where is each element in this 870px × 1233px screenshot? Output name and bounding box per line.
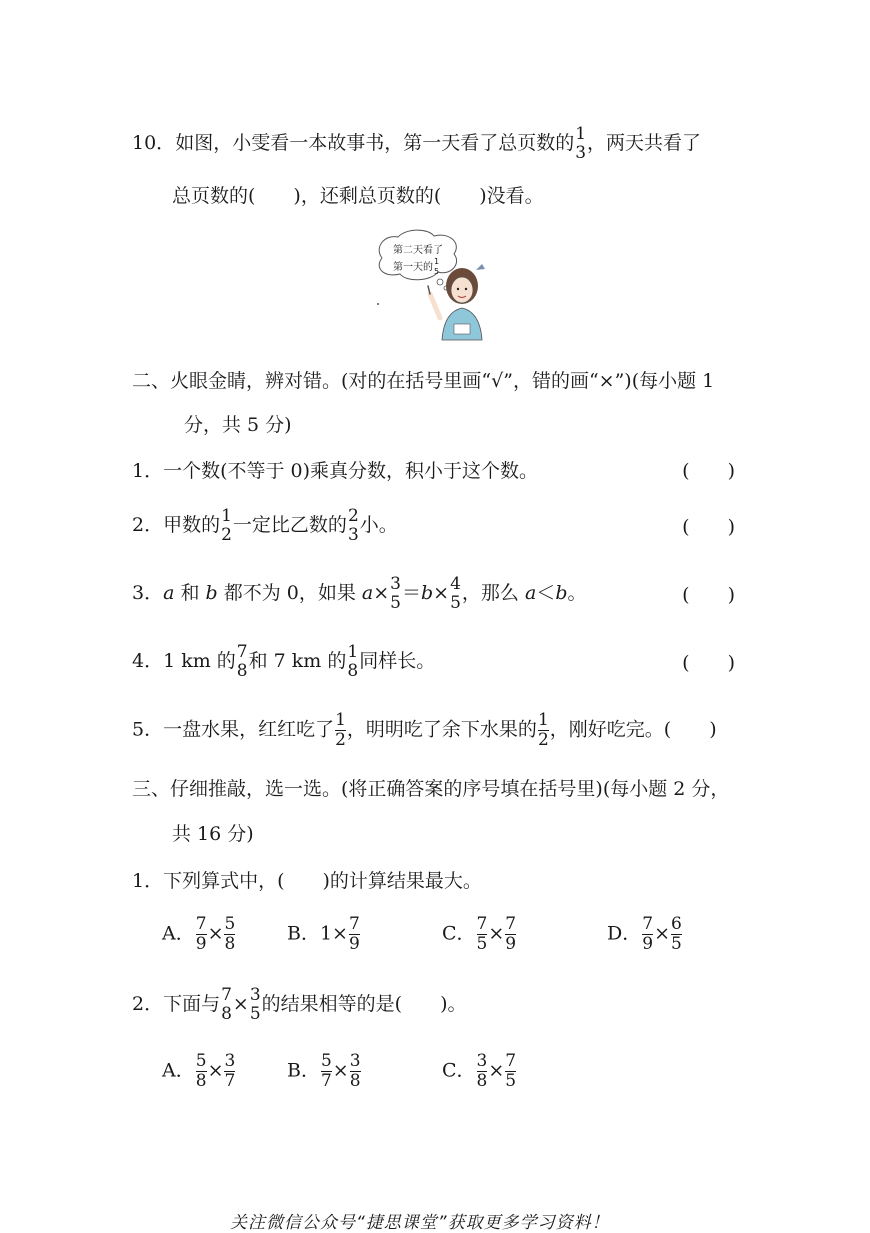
fraction: 7 8	[236, 642, 248, 681]
fraction: 7 8	[221, 985, 232, 1024]
fraction: 3 5	[390, 574, 401, 613]
fraction: 1 2	[221, 506, 232, 545]
fraction: 4 5	[450, 574, 461, 613]
s3-q1-text: 1．下列算式中，( )的计算结果最大。	[132, 870, 482, 892]
footer-note: 关注微信公众号“捷思课堂”获取更多学习资料！	[230, 1213, 610, 1233]
bubble-line1: 第二天看了	[393, 245, 443, 256]
fraction: $\frac{1}{2}$	[537, 710, 549, 750]
section3-title-line2: 共 16 分)	[172, 823, 254, 845]
s3-q1-option-d[interactable]: D． $\frac{7}{9}$ × $\frac{6}{5}$	[607, 914, 682, 954]
q10-fraction: 1 3	[575, 124, 587, 163]
section2-title-line1: 二、火眼金睛，辨对错。(对的在括号里画“√”，错的画“×”)(每小题 1	[132, 370, 715, 392]
q10-line1	[132, 126, 701, 162]
s2-item-2: 2．甲数的 1 2 一定比乙数的 2 3 小。	[132, 506, 398, 545]
q10-text-a: 如图，小雯看一本故事书，第一天看了总页数的	[175, 132, 575, 154]
speech-bubble	[393, 245, 443, 276]
section2-title-line2: 分，共 5 分)	[184, 414, 292, 436]
s2-item-4-paren[interactable]: ( )	[682, 652, 735, 674]
s2-item-1: 1．一个数(不等于 0)乘真分数，积小于这个数。	[132, 460, 539, 482]
s2-item-1-paren[interactable]: ( )	[682, 460, 735, 482]
section3-title-line1: 三、仔细推敲，选一选。(将正确答案的序号填在括号里)(每小题 2 分，	[132, 778, 730, 800]
bubble-line2: 第一天的 1 5	[393, 256, 440, 276]
s2-item-3-paren[interactable]: ( )	[682, 584, 735, 606]
s3-q2-option-b[interactable]: B． $\frac{5}{7}$ × $\frac{3}{8}$	[287, 1051, 361, 1091]
fraction: $\frac{1}{2}$	[335, 710, 346, 750]
s3-q1-option-a[interactable]: A． $\frac{7}{9}$ × $\frac{5}{8}$	[162, 914, 236, 954]
s2-item-2-paren[interactable]: ( )	[682, 516, 735, 538]
q10-line2: 总页数的( )，还剩总页数的( )没看。	[172, 185, 544, 207]
s3-q2-text: 2．下面与 7 8 × 3 5 的结果相等的是( )。	[132, 985, 467, 1024]
bubble-fraction: 1 5	[434, 256, 440, 276]
s3-q1-option-b[interactable]: B．1× $\frac{7}{9}$	[287, 914, 360, 954]
q10-number: 10．	[132, 132, 176, 154]
fraction: 3 5	[249, 985, 261, 1024]
s2-item-5: 5．一盘水果，红红吃了 $\frac{1}{2}$ ，明明吃了余下水果的 $\frac{1}{2}$ ，刚好吃完。( )	[132, 710, 717, 750]
s3-q2-option-a[interactable]: A． $\frac{5}{8}$ × $\frac{3}{7}$	[162, 1051, 236, 1091]
s3-q1-option-c[interactable]: C． $\frac{7}{5}$ × $\frac{7}{9}$	[442, 914, 517, 954]
s2-item-4: 4．1 km 的 7 8 和 7 km 的 1 8 同样长。	[132, 642, 436, 681]
s3-q2-option-c[interactable]: C． $\frac{3}{8}$ × $\frac{7}{5}$	[442, 1051, 517, 1091]
s2-item-5-paren[interactable]: ( )	[663, 718, 717, 741]
q10-text-b: ，两天共看了	[587, 132, 702, 154]
fraction: 1 8	[347, 642, 359, 681]
s2-item-3: 3．a 和 b 都不为 0，如果 a× 3 5 ＝b× 4 5 ，那么 a＜b。	[132, 574, 587, 613]
fraction: 2 3	[347, 506, 359, 545]
